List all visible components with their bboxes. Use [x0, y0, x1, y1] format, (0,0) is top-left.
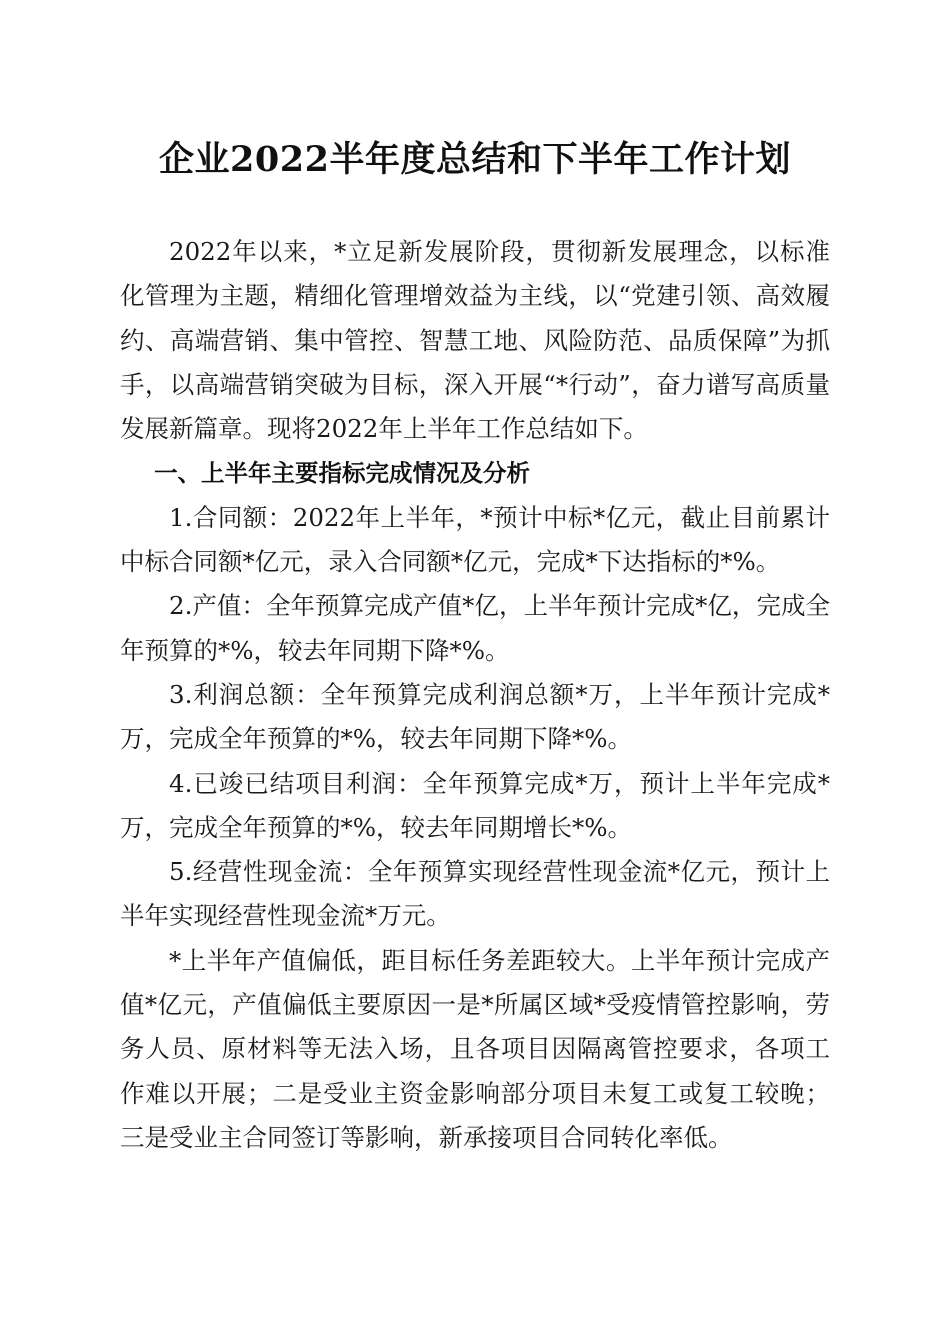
- indicator-item-cash-flow: 5.经营性现金流：全年预算实现经营性现金流*亿元，预计上半年实现经营性现金流*万元。: [120, 857, 830, 931]
- indicator-item-completed-projects: 4.已竣已结项目利润：全年预算完成*万，预计上半年完成*万，完成全年预算的*%，较去年同期增长*%。: [120, 768, 830, 842]
- indicator-item-output: 2.产值：全年预算完成产值*亿，上半年预计完成*亿，完成全年预算的*%，较去年同期下降*%。: [120, 591, 830, 665]
- document-title: 企业2022半年度总结和下半年工作计划: [159, 139, 791, 180]
- indicator-item-contract: 1.合同额：2022年上半年，*预计中标*亿元，截止目前累计中标合同额*亿元，录入合同额*亿元，完成*下达指标的*%。: [120, 502, 830, 577]
- intro-paragraph: 2022年以来，*立足新发展阶段，贯彻新发展理念，以标准化管理为主题，精细化管理增效益为主线，以“党建引领、高效履约、高端营销、集中管控、智慧工地、风险防范、品质保障”为抓手，以高端营销突破为目标，深入开展“*行动”，奋力谱写高质量发展新篇章。现将2022年上半年工作总结如下。: [120, 237, 830, 444]
- analysis-paragraph: *上半年产值偏低，距目标任务差距较大。上半年预计完成产值*亿元，产值偏低主要原因一是*所属区域*受疫情管控影响，劳务人员、原材料等无法入场，且各项目因隔离管控要求，各项工作难以开展；二是受业主资金影响部分项目未复工或复工较晚；三是受业主合同签订等影响，新承接项目合同转化率低。: [120, 945, 830, 1152]
- indicator-item-profit: 3.利润总额：全年预算完成利润总额*万，上半年预计完成*万，完成全年预算的*%，较去年同期下降*%。: [120, 679, 830, 754]
- section-heading: 一、上半年主要指标完成情况及分析: [154, 459, 531, 488]
- document-body: [120, 230, 830, 1160]
